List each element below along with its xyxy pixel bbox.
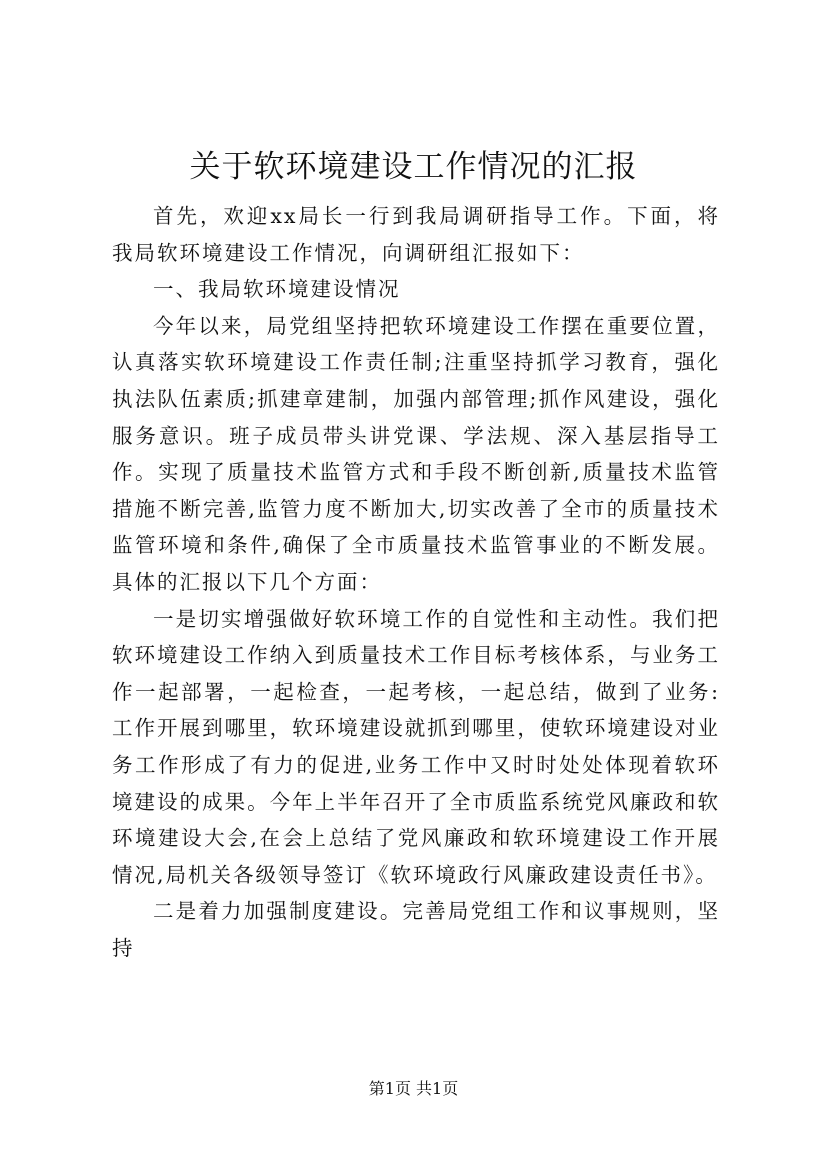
paragraph-point-one: 一是切实增强做好软环境工作的自觉性和主动性。我们把软环境建设工作纳入到质量技术工作目标考核体系，与业务工作一起部署，一起检查，一起考核，一起总结，做到了业务:工作开展到哪里，软环境建设就抓到哪里，使软环境建设对业务工作形成了有力的促进,业务工作中又时时处处体现着软环境建设的成果。今年上半年召开了全市质监系统党风廉政和软环境建设大会,在会上总结了党风廉政和软环境建设工作开展情况,局机关各级领导签订《软环境政行风廉政建设责任书》。 (112, 606, 720, 887)
section-heading: 一、我局软环境建设情况 (153, 277, 401, 302)
paragraph-point-two: 二是着力加强制度建设。完善局党组工作和议事规则，坚持 (112, 899, 720, 960)
document-body (112, 198, 720, 966)
page-number-footer: 第1页 共1页 (368, 1079, 459, 1098)
paragraph-intro: 首先，欢迎xx局长一行到我局调研指导工作。下面，将我局软环境建设工作情况，向调研组汇报如下： (112, 204, 720, 265)
paragraph-overview: 今年以来，局党组坚持把软环境建设工作摆在重要位置，认真落实软环境建设工作责任制;注重坚持抓学习教育，强化执法队伍素质;抓建章建制，加强内部管理;抓作风建设，强化服务意识。班子成员带头讲党课、学法规、深入基层指导工作。实现了质量技术监管方式和手段不断创新,质量技术监管措施不断完善,监管力度不断加大,切实改善了全市的质量技术监管环境和条件,确保了全市质量技术监管事业的不断发展。具体的汇报以下几个方面： (112, 313, 720, 594)
document-title: 关于软环境建设工作情况的汇报 (189, 149, 638, 185)
